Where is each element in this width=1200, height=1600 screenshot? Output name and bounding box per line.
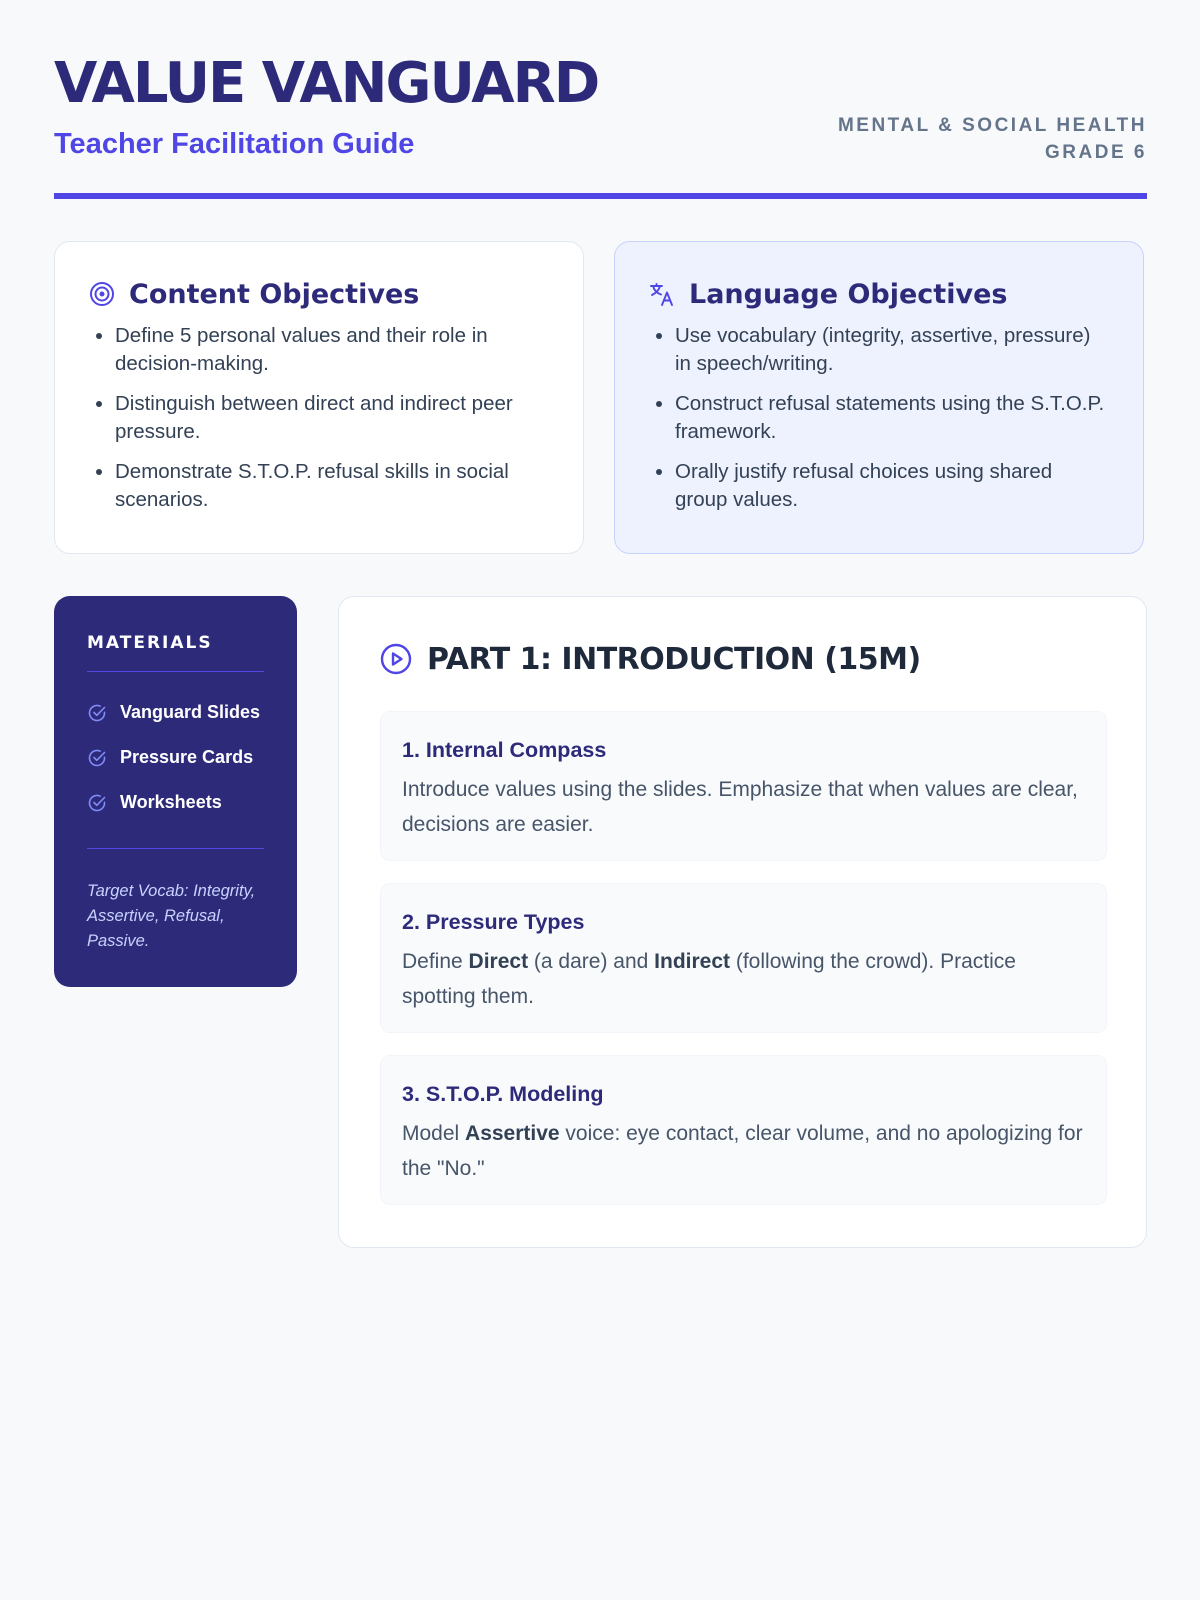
part1-card xyxy=(338,596,1147,1248)
language-objectives-header xyxy=(649,276,1109,312)
page-subtitle: Teacher Facilitation Guide xyxy=(54,128,415,160)
step-body xyxy=(402,772,1085,842)
content-objectives-title: Content Objectives xyxy=(129,278,420,310)
materials-item-label: Vanguard Slides xyxy=(120,702,261,722)
part1-title: PART 1: INTRODUCTION (15M) xyxy=(427,641,921,677)
list-item: • Demonstrate S.T.O.P. refusal skills in social scenarios. xyxy=(115,458,549,514)
grade-label: GRADE 6 xyxy=(1045,142,1147,163)
subject-label: MENTAL & SOCIAL HEALTH xyxy=(837,115,1147,136)
check-circle-icon xyxy=(87,703,107,723)
list-item: • Orally justify refusal choices using shared group values. xyxy=(675,458,1109,514)
check-circle-icon xyxy=(87,748,107,768)
materials-item-slides xyxy=(87,690,264,735)
language-objectives-card xyxy=(614,241,1144,554)
list-item: • Construct refusal statements using the S.T.O.P. framework. xyxy=(675,390,1109,446)
step-text: (a dare) and xyxy=(528,950,655,973)
step-title: 2. Pressure Types xyxy=(402,910,585,934)
list-item: • Distinguish between direct and indirect peer pressure. xyxy=(115,390,549,446)
course-meta xyxy=(838,112,1147,166)
step-card-stop-modeling xyxy=(380,1055,1107,1205)
step-body xyxy=(402,1116,1085,1186)
step-title: 1. Internal Compass xyxy=(402,738,607,762)
guide-page xyxy=(54,0,1147,1600)
step-text: Introduce values using the slides. Emphasize that when values are clear, decisions are easier. xyxy=(402,778,1078,836)
materials-item-cards xyxy=(87,735,264,780)
content-objectives-card xyxy=(54,241,584,554)
term-direct: Direct xyxy=(468,950,529,973)
check-circle-icon xyxy=(87,793,107,813)
list-item: • Use vocabulary (integrity, assertive, pressure) in speech/writing. xyxy=(675,322,1109,378)
step-card-pressure-types xyxy=(380,883,1107,1033)
language-objectives-title: Language Objectives xyxy=(689,278,1008,310)
materials-divider xyxy=(87,848,264,849)
step-card-internal-compass xyxy=(380,711,1107,861)
term-indirect: Indirect xyxy=(654,950,731,973)
part1-header xyxy=(380,639,1105,679)
step-title: 3. S.T.O.P. Modeling xyxy=(402,1082,604,1106)
materials-item-label: Worksheets xyxy=(120,792,222,812)
list-item: • Define 5 personal values and their role in decision-making. xyxy=(115,322,549,378)
play-circle-icon xyxy=(380,643,412,675)
step-text: (following the crowd). Practice spotting them. xyxy=(402,950,1016,1008)
materials-item-worksheets xyxy=(87,780,264,825)
page-header xyxy=(54,52,1147,200)
target-vocab-note: Target Vocab: Integrity, Assertive, Refusal, Passive. xyxy=(87,882,256,950)
translate-icon xyxy=(649,281,675,307)
term-assertive: Assertive xyxy=(465,1122,560,1145)
materials-title: MATERIALS xyxy=(87,633,213,653)
page-title: VALUE VANGUARD xyxy=(54,51,599,116)
step-text: Model xyxy=(402,1122,466,1145)
step-body xyxy=(402,944,1085,1014)
materials-divider xyxy=(87,671,264,672)
materials-list xyxy=(87,690,264,825)
language-objectives-list xyxy=(649,322,1109,514)
content-objectives-list xyxy=(89,322,549,514)
content-objectives-header xyxy=(89,276,549,312)
materials-item-label: Pressure Cards xyxy=(120,747,254,767)
materials-panel xyxy=(54,596,297,987)
header-divider xyxy=(54,193,1147,199)
target-icon xyxy=(89,281,115,307)
step-text: Define xyxy=(402,950,469,973)
step-text: voice: eye contact, clear volume, and no apologizing for the "No." xyxy=(402,1122,1083,1180)
